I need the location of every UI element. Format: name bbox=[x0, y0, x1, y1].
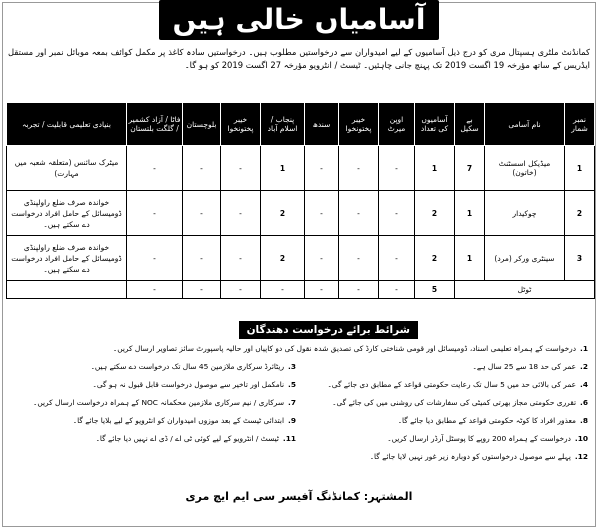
conditions-list bbox=[10, 341, 588, 475]
intro-paragraph: کمانڈنٹ ملٹری ہسپتال مری کو درج ذیل آسامیوں کے لیے امیدواران سے درخواستیں مطلوب ہیں۔ درخواستیں سادہ کاغذ پر مکمل کوائف بمعہ موبائل نمبر اور مستقل ایڈریس کے ساتھ مؤرخہ 19 اگست 2019 تک پہنچ جانی چاہئیں۔ ٹیسٹ / انٹرویو مؤرخہ 27 اگست 2019 کو ہو گا۔ bbox=[8, 47, 590, 71]
total-label: ٹوٹل bbox=[455, 281, 595, 299]
total-dash: - bbox=[379, 281, 415, 299]
condition-number: 6. bbox=[580, 398, 588, 407]
condition-item bbox=[10, 413, 296, 428]
quota-cell: - bbox=[379, 236, 415, 281]
header-fata-ajk-gb: فاٹا / آزاد کشمیر / گلگت بلتستان bbox=[127, 103, 183, 146]
header-post: نام آسامی bbox=[485, 103, 565, 146]
page-title: آسامیاں خالی ہیں bbox=[159, 0, 440, 40]
condition-text: درخواست کے ہمراہ 200 روپے کا پوسٹل آرڈر ارسال کریں۔ bbox=[387, 434, 571, 443]
quota-cell: - bbox=[221, 191, 261, 236]
title-banner bbox=[0, 0, 598, 44]
qualification-cell: خواندہ صرف ضلع راولپنڈی ڈومیسائل کے حامل افراد درخواست دے سکتے ہیں۔ bbox=[7, 191, 127, 236]
post-cell: سینٹری ورکر (مرد) bbox=[485, 236, 565, 281]
quota-cell: - bbox=[379, 146, 415, 191]
quota-cell: - bbox=[127, 236, 183, 281]
quota-cell: - bbox=[339, 236, 379, 281]
header-balochistan: بلوچستان bbox=[183, 103, 221, 146]
count-cell: 2 bbox=[415, 191, 455, 236]
vacancy-table bbox=[6, 102, 595, 299]
total-value: 5 bbox=[415, 281, 455, 299]
condition-item bbox=[10, 395, 296, 410]
quota-cell: - bbox=[127, 191, 183, 236]
condition-number: 1. bbox=[580, 344, 588, 353]
quota-cell: 2 bbox=[261, 191, 305, 236]
quota-cell: - bbox=[183, 236, 221, 281]
quota-cell: - bbox=[127, 146, 183, 191]
quota-cell: - bbox=[221, 236, 261, 281]
table-row bbox=[7, 236, 595, 281]
condition-number: 2. bbox=[580, 362, 588, 371]
condition-text: نامکمل اور تاخیر سے موصول درخواست قابل قبول نہ ہو گی۔ bbox=[92, 380, 285, 389]
count-cell: 1 bbox=[415, 146, 455, 191]
conditions-title: شرائط برائے درخواست دھندگان bbox=[239, 321, 418, 339]
total-dash: - bbox=[261, 281, 305, 299]
condition-item bbox=[10, 377, 296, 392]
condition-text: عمر کی بالائی حد میں 5 سال تک رعایت حکومتی قواعد کے مطابق دی جائے گی۔ bbox=[327, 380, 577, 389]
condition-item bbox=[302, 395, 588, 410]
scale-cell: 1 bbox=[455, 191, 485, 236]
qualification-cell: خواندہ صرف ضلع راولپنڈی ڈومیسائل کے حامل افراد درخواست دے سکتے ہیں۔ bbox=[7, 236, 127, 281]
condition-text: سرکاری / نیم سرکاری ملازمین محکمانہ NOC کے ہمراہ درخواست ارسال کریں۔ bbox=[32, 398, 285, 407]
header-kpk: خیبر پختونخوا bbox=[339, 103, 379, 146]
condition-item bbox=[302, 449, 588, 464]
header-punjab: پنجاب / اسلام آباد bbox=[261, 103, 305, 146]
total-dash: - bbox=[339, 281, 379, 299]
total-dash: - bbox=[127, 281, 183, 299]
header-count: آسامیوں کی تعداد bbox=[415, 103, 455, 146]
total-dash: - bbox=[183, 281, 221, 299]
condition-item bbox=[10, 431, 296, 446]
condition-text: درخواست کے ہمراہ تعلیمی اسناد، ڈومیسائل اور قومی شناختی کارڈ کی تصدیق شدہ نقول کی دو کاپیاں اور حالیہ پاسپورٹ سائز تصاویر ارسال کریں۔ bbox=[112, 344, 577, 353]
table-row bbox=[7, 191, 595, 236]
header-qualification: بنیادی تعلیمی قابلیت / تجربہ bbox=[7, 103, 127, 146]
condition-item bbox=[302, 413, 588, 428]
quota-cell: 1 bbox=[261, 146, 305, 191]
condition-number: 7. bbox=[288, 398, 296, 407]
table-row bbox=[7, 146, 595, 191]
condition-number: 11. bbox=[282, 434, 296, 443]
advertiser-footer: المشتہر: کمانڈنگ آفیسر سی ایم ایچ مری bbox=[185, 490, 413, 503]
quota-cell: - bbox=[183, 191, 221, 236]
quota-cell: - bbox=[339, 146, 379, 191]
header-open-merit: اوپن میرٹ bbox=[379, 103, 415, 146]
conditions-header bbox=[0, 321, 598, 339]
condition-number: 10. bbox=[574, 434, 588, 443]
post-cell: چوکیدار bbox=[485, 191, 565, 236]
condition-text: ابتدائی ٹیسٹ کے بعد موزوں امیدواران کو انٹرویو کے لیے بلایا جائے گا۔ bbox=[72, 416, 285, 425]
quota-cell: - bbox=[379, 191, 415, 236]
table-header-row bbox=[7, 103, 595, 146]
header-serial: نمبر شمار bbox=[565, 103, 595, 146]
condition-item bbox=[302, 359, 588, 374]
condition-number: 3. bbox=[288, 362, 296, 371]
quota-cell: - bbox=[221, 146, 261, 191]
condition-number: 4. bbox=[580, 380, 588, 389]
header-sindh: سندھ bbox=[305, 103, 339, 146]
condition-number: 12. bbox=[574, 452, 588, 461]
total-empty bbox=[7, 281, 127, 299]
quota-cell: 2 bbox=[261, 236, 305, 281]
condition-item bbox=[302, 431, 588, 446]
condition-number: 5. bbox=[288, 380, 296, 389]
scale-cell: 1 bbox=[455, 236, 485, 281]
total-dash: - bbox=[221, 281, 261, 299]
serial-cell: 3 bbox=[565, 236, 595, 281]
quota-cell: - bbox=[305, 236, 339, 281]
qualification-cell: میٹرک سائنس (متعلقہ شعبہ میں مہارت) bbox=[7, 146, 127, 191]
quota-cell: - bbox=[305, 191, 339, 236]
condition-text: پہلے سے موصول درخواستوں کو دوبارہ زیر غور نہیں لایا جائے گا۔ bbox=[369, 452, 571, 461]
condition-number: 9. bbox=[288, 416, 296, 425]
post-cell: میڈیکل اسسٹنٹ (خاتون) bbox=[485, 146, 565, 191]
total-dash: - bbox=[305, 281, 339, 299]
quota-cell: - bbox=[305, 146, 339, 191]
quota-cell: - bbox=[339, 191, 379, 236]
serial-cell: 1 bbox=[565, 146, 595, 191]
condition-text: ٹیسٹ / انٹرویو کے لیے کوئی ٹی اے / ڈی اے نہیں دیا جائے گا۔ bbox=[95, 434, 279, 443]
condition-text: معذور افراد کا کوٹہ حکومتی قواعد کے مطابق دیا جائے گا۔ bbox=[397, 416, 577, 425]
condition-number: 8. bbox=[580, 416, 588, 425]
condition-item bbox=[10, 359, 296, 374]
count-cell: 2 bbox=[415, 236, 455, 281]
header-scale: بے سکیل bbox=[455, 103, 485, 146]
scale-cell: 7 bbox=[455, 146, 485, 191]
condition-text: عمر کی حد 18 سے 25 سال ہے۔ bbox=[472, 362, 577, 371]
header-kpk-2: خیبر پختونخوا bbox=[221, 103, 261, 146]
condition-item bbox=[302, 377, 588, 392]
serial-cell: 2 bbox=[565, 191, 595, 236]
condition-item bbox=[112, 341, 588, 356]
quota-cell: - bbox=[183, 146, 221, 191]
condition-text: تقرری حکومتی مجاز بھرتی کمیٹی کی سفارشات کی روشنی میں کی جائے گی۔ bbox=[332, 398, 577, 407]
condition-text: ریٹائرڈ سرکاری ملازمین 45 سال تک درخواست دے سکتے ہیں۔ bbox=[90, 362, 285, 371]
total-row bbox=[7, 281, 595, 299]
